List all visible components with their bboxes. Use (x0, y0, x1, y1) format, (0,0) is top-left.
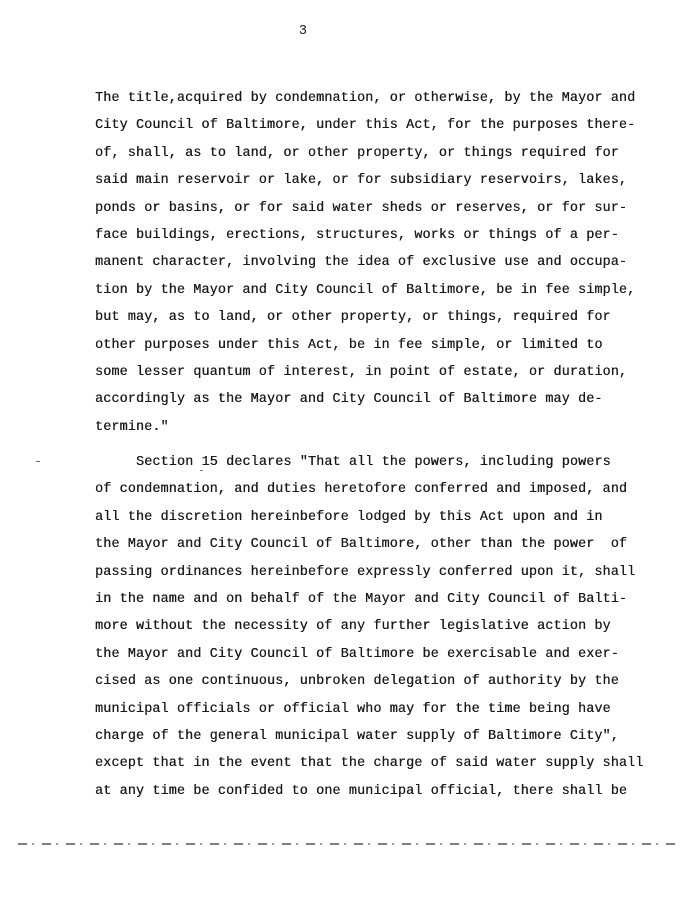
text-line: cised as one continuous, unbroken delegation of authority by the (95, 674, 619, 690)
text-line: municipal officials or official who may for the time being have (95, 701, 611, 717)
text-line: all the discretion hereinbefore lodged by this Act upon and in (95, 509, 603, 525)
text-line: passing ordinances hereinbefore expressly conferred upon it, shall (95, 564, 636, 580)
text-line: of, shall, as to land, or other property, or things required for (95, 145, 619, 161)
text-line: ponds or basins, or for said water sheds or reserves, or for sur- (95, 200, 628, 216)
text-line: except that in the event that the charge of said water supply shall (95, 756, 644, 772)
footer-rule (18, 843, 678, 845)
paragraph-section-15 (95, 453, 655, 809)
text-line: more without the necessity of any further legislative action by (95, 619, 611, 635)
text-line: said main reservoir or lake, or for subsidiary reservoirs, lakes, (95, 173, 628, 189)
text-line: The title,acquired by condemnation, or otherwise, by the Mayor and (95, 91, 636, 106)
margin-mark (36, 461, 40, 462)
text-line: Section 15 declares "That all the powers, including powers (136, 455, 611, 471)
text-line: manent character, involving the idea of exclusive use and occupa- (95, 255, 628, 271)
text-line: at any time be confided to one municipal official, there shall be (95, 783, 628, 799)
text-line: accordingly as the Mayor and City Council of Baltimore may de- (95, 392, 603, 408)
text-line: but may, as to land, or other property, or things, required for (95, 310, 611, 326)
text-line: the Mayor and City Council of Baltimore be exercisable and exer- (95, 646, 619, 662)
text-line: charge of the general municipal water supply of Baltimore City", (95, 728, 619, 744)
text-line: of condemnation, and duties heretofore conferred and imposed, and (95, 482, 628, 498)
text-line: termine." (95, 419, 169, 435)
text-line: face buildings, erections, structures, works or things of a per- (95, 227, 619, 243)
paragraph-spacer (95, 445, 655, 453)
text-line: other purposes under this Act, be in fee simple, or limited to (95, 337, 603, 353)
document-body (95, 89, 655, 809)
text-line: City Council of Baltimore, under this Act, for the purposes there- (95, 118, 636, 134)
text-line: some lesser quantum of interest, in point of estate, or duration, (95, 364, 628, 380)
text-line: the Mayor and City Council of Baltimore, other than the power of (95, 537, 628, 553)
scan-speck (200, 470, 203, 471)
paragraph-title-clause (95, 89, 655, 445)
page-number: 3 (298, 24, 308, 39)
text-line: in the name and on behalf of the Mayor and City Council of Balti- (95, 592, 628, 608)
text-line: tion by the Mayor and City Council of Baltimore, be in fee simple, (95, 282, 636, 298)
